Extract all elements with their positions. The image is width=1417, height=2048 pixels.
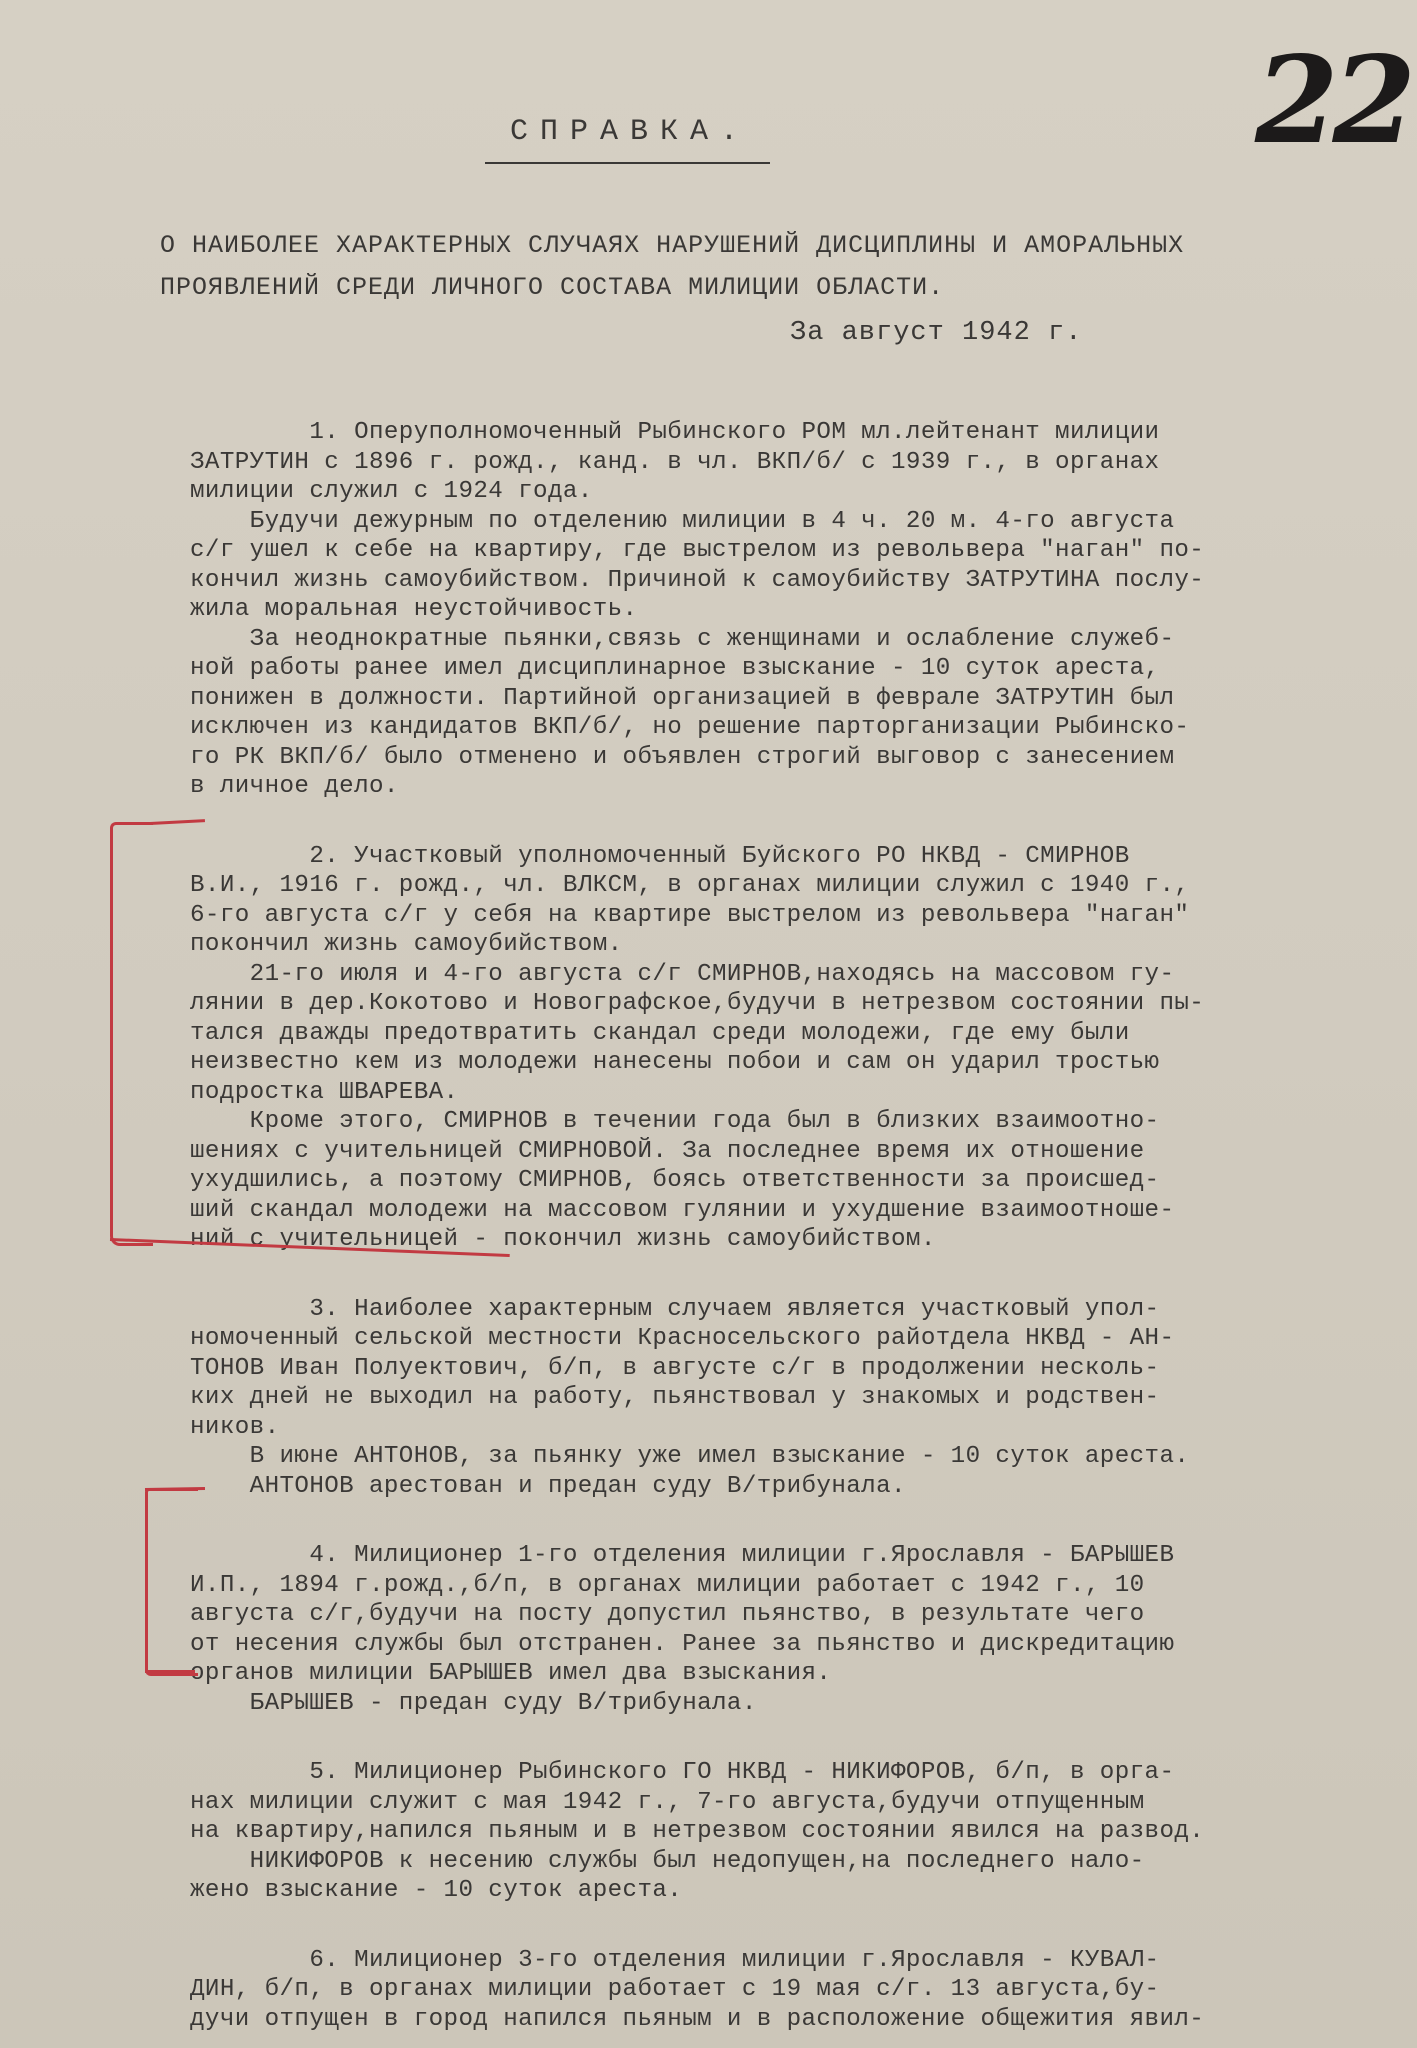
document-body [190,418,1380,2048]
paragraph-2 [190,842,1380,1255]
paragraph-line: За неоднократные пьянки,связь с женщинами и ослабление служеб- [190,625,1175,653]
document-title: СПРАВКА. [509,115,751,149]
handwritten-sheet-number: 22 [1255,30,1410,171]
paragraph-line: с/г ушел к себе на квартиру, где выстрелом из револьвера "наган" по- [190,537,1205,564]
paragraph-line: Будучи дежурным по отделению милиции в 4 ч. 20 м. 4-го августа [190,507,1175,535]
paragraph-line: ТОНОВ Иван Полуектович, б/п, в августе с/г в продолжении несколь- [190,1354,1160,1382]
paragraph-line: 6-го августа с/г у себя на квартире выстрелом из револьвера "наган" [190,901,1190,929]
paragraph-6 [190,1946,1380,2035]
paragraph-line: номоченный сельской местности Красносельского райотдела НКВД - АН- [190,1325,1175,1352]
paragraph-line: исключен из кандидатов ВКП/б/, но решение парторганизации Рыбинско- [190,714,1190,741]
paragraph-line: тался дважды предотвратить скандал среди молодежи, где ему были [190,1019,1130,1047]
paragraph-line: августа с/г,будучи на посту допустил пьянство, в результате чего [190,1601,1145,1628]
paragraph-line: покончил жизнь самоубийством. [190,931,623,958]
paragraph-line: ухудшились, а поэтому СМИРНОВ, боясь ответственности за происшед- [190,1167,1160,1194]
paragraph-line: милиции служил с 1924 года. [190,478,593,505]
paragraph-line: 5. Милиционер Рыбинского ГО НКВД - НИКИФОРОВ, б/п, в орга- [190,1759,1175,1786]
paragraph-line: В.И., 1916 г. рожд., чл. ВЛКСМ, в органах милиции служил с 1940 г., [190,872,1190,899]
paragraph-line: кончил жизнь самоубийством. Причиной к самоубийству ЗАТРУТИНА послу- [190,566,1205,594]
paragraph-line: органов милиции БАРЫШЕВ имел два взыскания. [190,1660,832,1687]
paragraph-line: АНТОНОВ арестован и предан суду В/трибунала. [190,1472,906,1500]
paragraph-3 [190,1295,1380,1502]
red-margin-stroke [145,1670,195,1673]
paragraph-line: 1. Оперуполномоченный Рыбинского РОМ мл.лейтенант милиции [190,419,1160,446]
paragraph-line: на квартиру,напился пьяным и в нетрезвом состоянии явился на развод. [190,1818,1205,1845]
paragraph-line: 6. Милиционер 3-го отделения милиции г.Ярославля - КУВАЛ- [190,1946,1160,1974]
paragraph-line: НИКИФОРОВ к несению службы был недопущен,на последнего нало- [190,1847,1145,1875]
subtitle-line: ПРОЯВЛЕНИЙ СРЕДИ ЛИЧНОГО СОСТАВА МИЛИЦИИ ОБЛАСТИ. [160,273,945,302]
paragraph-line: ной работы ранее имел дисциплинарное взыскание - 10 суток ареста, [190,655,1160,682]
paragraph-4 [190,1541,1380,1718]
paragraph-line: И.П., 1894 г.рожд.,б/п, в органах милиции работает с 1942 г., 10 [190,1571,1145,1599]
paragraph-line: 3. Наиболее характерным случаем является участковый упол- [190,1295,1160,1323]
paragraph-line: нах милиции служит с мая 1942 г., 7-го августа,будучи отпущенным [190,1788,1145,1816]
document-subtitle [160,225,1320,309]
paragraph-line: от несения службы был отстранен. Ранее за пьянство и дискредитацию [190,1630,1175,1658]
paragraph-line: 2. Участковый уполномоченный Буйского РО НКВД - СМИРНОВ [190,842,1130,870]
paragraph-line: жено взыскание - 10 суток ареста. [190,1877,683,1904]
paragraph-1 [190,418,1380,802]
red-margin-bracket [110,822,153,1246]
paragraph-line: ников. [190,1413,280,1441]
paragraph-line: жила моральная неустойчивость. [190,596,638,623]
red-margin-bracket [145,1488,198,1676]
paragraph-line: В июне АНТОНОВ, за пьянку уже имел взыскание - 10 суток ареста. [190,1443,1190,1470]
paragraph-line: ний с учительницей - покончил жизнь самоубийством. [190,1226,936,1253]
paragraph-line: лянии в дер.Кокотово и Новографское,будучи в нетрезвом состоянии пы- [190,990,1205,1017]
paragraph-line: Кроме этого, СМИРНОВ в течении года был в близких взаимоотно- [190,1108,1160,1135]
subtitle-line: О НАИБОЛЕЕ ХАРАКТЕРНЫХ СЛУЧАЯХ НАРУШЕНИЙ ДИСЦИПЛИНЫ И АМОРАЛЬНЫХ [160,231,1185,260]
paragraph-line: шениях с учительницей СМИРНОВОЙ. За последнее время их отношение [190,1137,1145,1165]
paragraph-line: ЗАТРУТИН с 1896 г. рожд., канд. в чл. ВКП/б/ с 1939 г., в органах [190,448,1160,476]
paragraph-line: БАРЫШЕВ - предан суду В/трибунала. [190,1689,757,1717]
paragraph-line: 21-го июля и 4-го августа с/г СМИРНОВ,находясь на массовом гу- [190,960,1175,988]
title-underline [485,162,770,164]
paragraph-line: ДИН, б/п, в органах милиции работает с 19 мая с/г. 13 августа,бу- [190,1976,1160,2003]
paragraph-line: го РК ВКП/б/ было отменено и объявлен строгий выговор с занесением [190,743,1175,771]
paragraph-line: неизвестно кем из молодежи нанесены побои и сам он ударил тростью [190,1049,1160,1076]
paragraph-line: ший скандал молодежи на массовом гулянии и ухудшение взаимоотноше- [190,1196,1175,1224]
paragraph-line: дучи отпущен в город напился пьяным и в расположение общежития явил- [190,2005,1205,2033]
paragraph-line: понижен в должности. Партийной организацией в феврале ЗАТРУТИН был [190,684,1175,712]
paragraph-line: 4. Милиционер 1-го отделения милиции г.Ярославля - БАРЫШЕВ [190,1542,1175,1569]
report-period: За август 1942 г. [790,318,1083,348]
paragraph-line: подростка ШВАРЕВА. [190,1078,459,1106]
paragraph-line: ких дней не выходил на работу, пьянствовал у знакомых и родствен- [190,1384,1160,1411]
paragraph-5 [190,1758,1380,1906]
paragraph-line: в личное дело. [190,773,399,800]
